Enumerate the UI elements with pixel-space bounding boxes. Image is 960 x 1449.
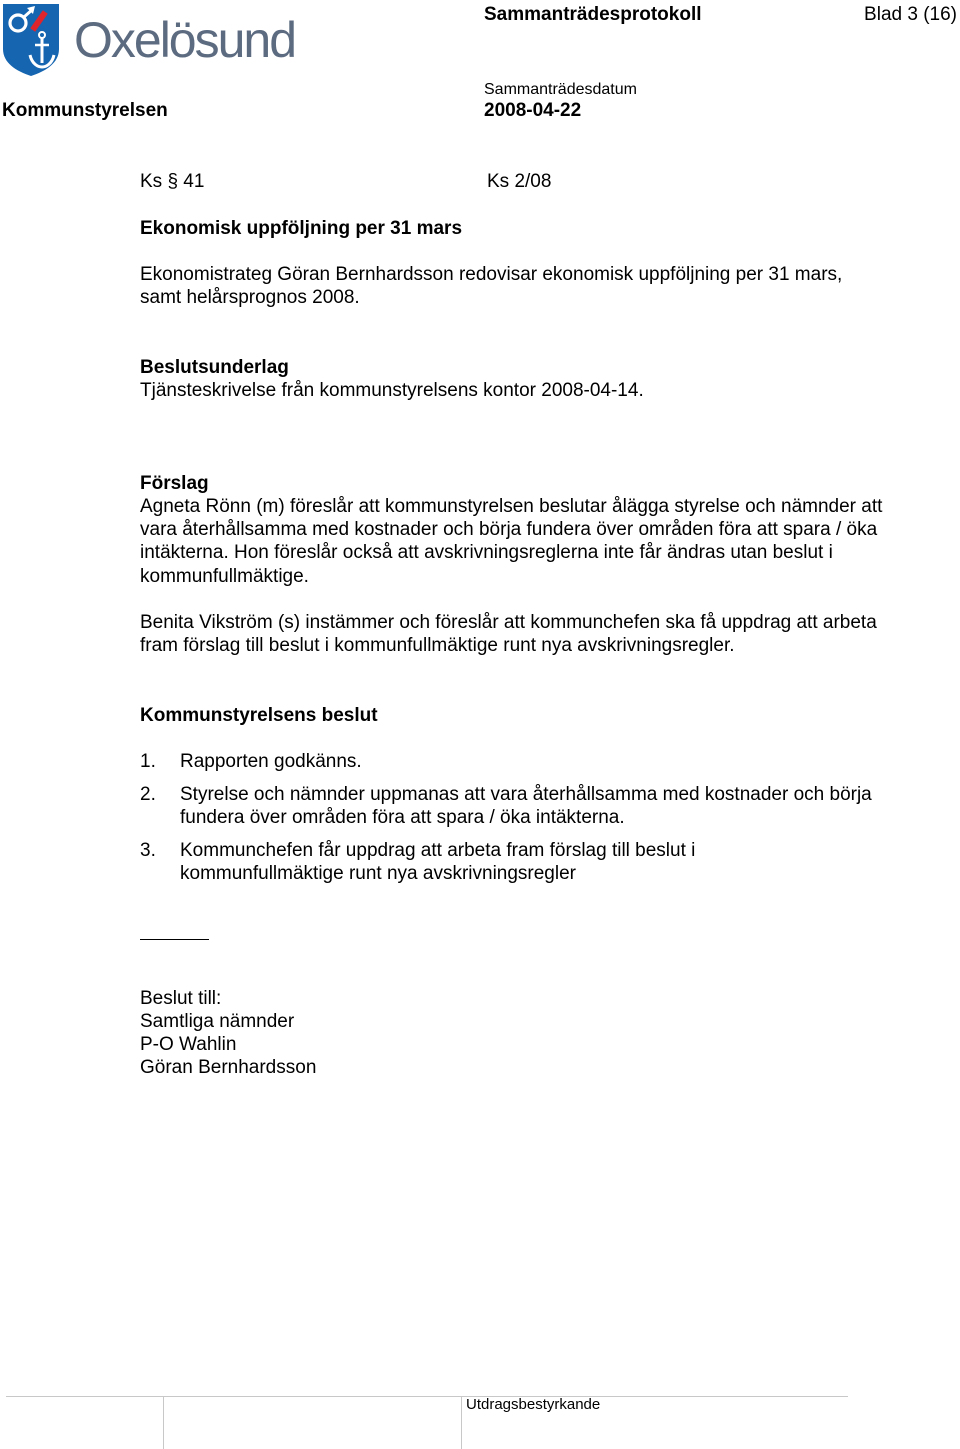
footer-signature-box-divider [461,1396,462,1449]
proposal-heading: Förslag [140,473,209,494]
distribution-label: Beslut till: [140,988,222,1009]
document-type: Sammanträdesprotokoll [484,4,702,25]
basis-text: Tjänsteskrivelse från kommunstyrelsens kontor 2008-04-14. [140,380,644,401]
meeting-date-label: Sammanträdesdatum [484,81,637,98]
municipality-shield-logo [2,3,60,77]
decision-item-number: 1. [140,751,156,772]
proposal-paragraph-1: Agneta Rönn (m) föreslår att kommunstyrelsen beslutar ålägga styrelse och nämnder att vara återhållsamma med kostnader och börja fundera över områden föra att spara / öka intäkterna. Hon föreslår också att avskrivningsreglerna inte får ändras utan beslut i kommunfullmäktige. [140,496,883,587]
organisation-name: Kommunstyrelsen [2,100,168,121]
decision-item-number: 2. [140,784,156,805]
footer-signature-box-divider [163,1396,164,1449]
case-number: Ks 2/08 [487,171,552,192]
separator-line [140,939,209,940]
meeting-date: 2008-04-22 [484,100,582,121]
case-intro: Ekonomistrateg Göran Bernhardsson redovisar ekonomisk uppföljning per 31 mars, samt helårsprognos 2008. [140,264,843,309]
decision-item-text: Styrelse och nämnder uppmanas att vara återhållsamma med kostnader och börja fundera över områden föra att spara / öka intäkterna. [180,784,872,829]
case-paragraph: Ks § 41 [140,171,205,192]
case-title: Ekonomisk uppföljning per 31 mars [140,218,463,239]
decision-item-number: 3. [140,840,156,861]
distribution-recipient: Göran Bernhardsson [140,1057,317,1078]
footer-rule [6,1396,848,1397]
decision-heading: Kommunstyrelsens beslut [140,705,378,726]
page-number: Blad 3 (16) [864,4,957,25]
decision-item-text: Rapporten godkänns. [180,751,362,772]
footer-certification-label: Utdragsbestyrkande [466,1396,601,1413]
proposal-paragraph-2: Benita Vikström (s) instämmer och föreslår att kommunchefen ska få uppdrag att arbeta fram förslag till beslut i kommunfullmäktige runt nya avskrivningsregler. [140,612,877,657]
decision-item-text: Kommunchefen får uppdrag att arbeta fram förslag till beslut i kommunfullmäktige runt nya avskrivningsregler [180,840,696,885]
basis-heading: Beslutsunderlag [140,357,289,378]
distribution-recipient: Samtliga nämnder [140,1011,295,1032]
logo-wordmark: Oxelösund [74,12,296,68]
distribution-recipient: P-O Wahlin [140,1034,237,1055]
